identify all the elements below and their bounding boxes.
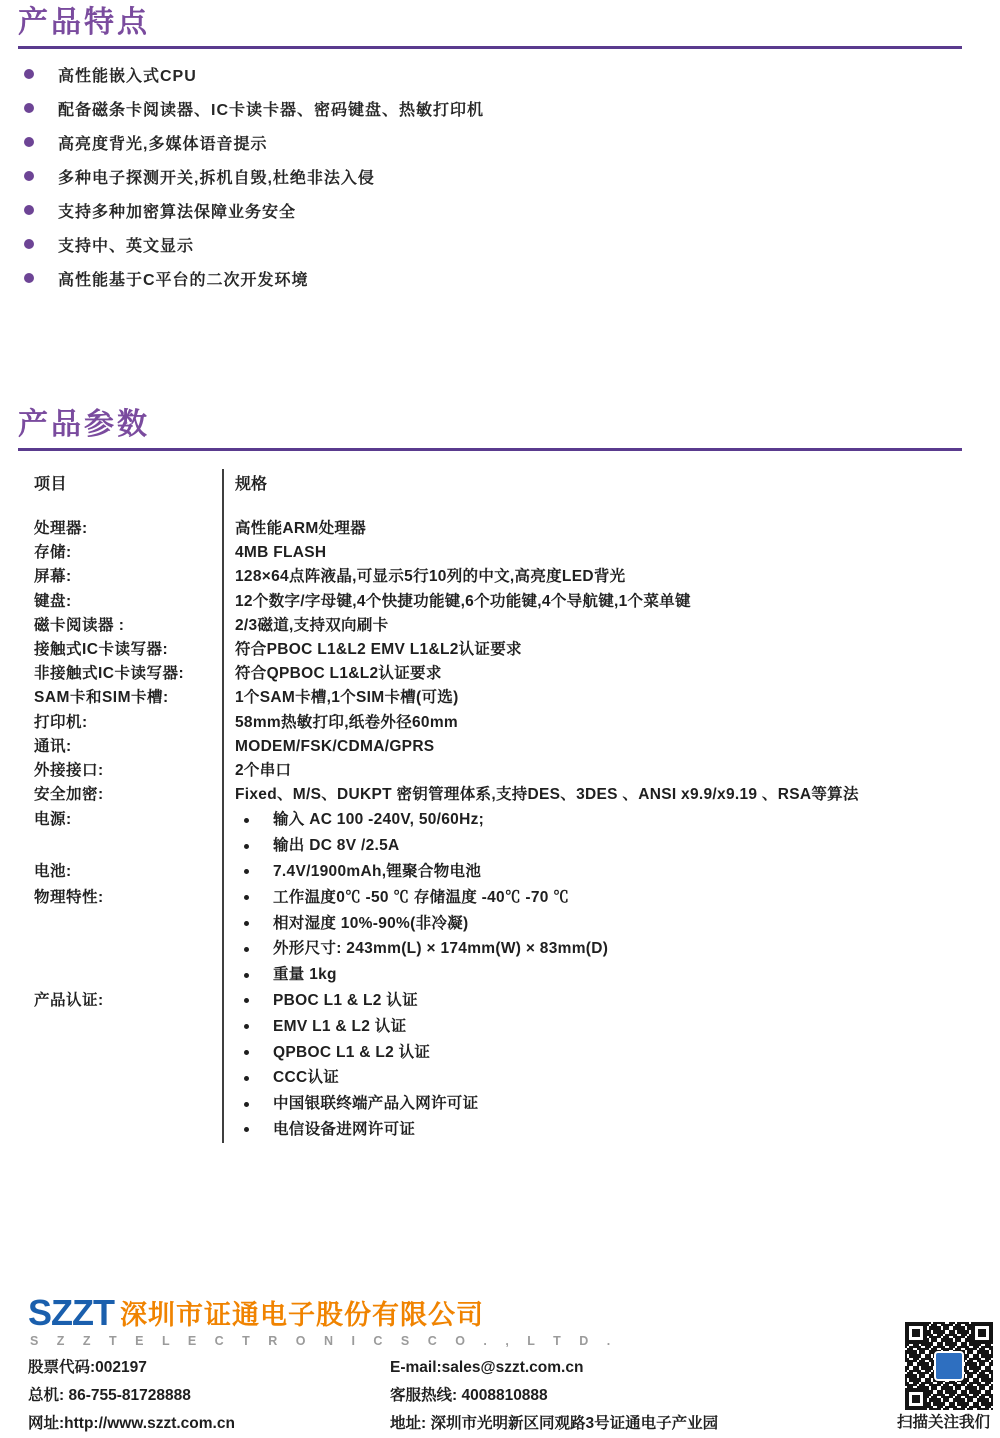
bullet-icon [244, 844, 249, 849]
feature-item [18, 193, 962, 227]
spec-value-cell [223, 565, 950, 589]
company-logo [28, 1292, 484, 1333]
spec-value-cell [223, 517, 950, 541]
spec-label: 安全加密: [34, 786, 104, 804]
spec-label: 接触式IC卡读写器: [34, 641, 169, 659]
spec-row [22, 590, 950, 614]
features-section [18, 6, 962, 295]
bullet-icon [244, 1102, 249, 1107]
spec-value-cell [223, 735, 950, 759]
spec-value: 输入 AC 100 -240V, 50/60Hz; [273, 811, 485, 829]
bullet-icon [24, 239, 34, 249]
feature-text: 配备磁条卡阅读器、IC卡读卡器、密码键盘、热敏打印机 [58, 101, 485, 119]
spec-value-cell [223, 807, 950, 859]
spec-bullet-line [235, 807, 950, 833]
spec-row [22, 662, 950, 686]
website-url: 网址:http://www.szzt.com.cn [28, 1415, 235, 1432]
features-title: 产品特点 [18, 6, 150, 39]
feature-text: 高性能嵌入式CPU [58, 67, 197, 85]
spec-value-cell [223, 662, 950, 686]
spec-bullet-line [235, 1014, 950, 1040]
feature-item [18, 125, 962, 159]
bullet-icon [24, 137, 34, 147]
bullet-icon [244, 973, 249, 978]
bullet-icon [244, 1024, 249, 1029]
bullet-icon [244, 818, 249, 823]
spec-value: 58mm热敏打印,纸卷外径60mm [235, 713, 459, 731]
footer [0, 1290, 1000, 1433]
spec-bullet-line [235, 1117, 950, 1143]
bullet-icon [244, 998, 249, 1003]
spec-header-row [22, 469, 950, 517]
spec-value: 4MB FLASH [235, 544, 327, 562]
bullet-icon [244, 947, 249, 952]
spec-row [22, 711, 950, 735]
spec-value: 2个串口 [235, 762, 292, 780]
feature-item [18, 261, 962, 295]
spec-bullet-line [235, 859, 950, 885]
spec-row [22, 638, 950, 662]
spec-label: 屏幕: [34, 568, 72, 586]
spec-header-spec: 规格 [223, 469, 950, 517]
qr-caption: 扫描关注我们 [897, 1414, 991, 1431]
spec-bullet-line [235, 911, 950, 937]
spec-value-cell [223, 638, 950, 662]
feature-item [18, 57, 962, 91]
spec-value: Fixed、M/S、DUKPT 密钥管理体系,支持DES、3DES 、ANSI x9.9/x9.19 、RSA等算法 [235, 786, 859, 804]
spec-value: 128×64点阵液晶,可显示5行10列的中文,高亮度LED背光 [235, 568, 626, 586]
spec-row [22, 517, 950, 541]
qr-finder-icon [905, 1322, 927, 1344]
spec-row [22, 885, 950, 988]
spec-value: PBOC L1 & L2 认证 [273, 992, 418, 1010]
spec-value-cell [223, 885, 950, 988]
spec-row [22, 735, 950, 759]
spec-value-cell [223, 686, 950, 710]
spec-label: 物理特性: [34, 888, 104, 906]
params-section [18, 408, 962, 1143]
bullet-icon [24, 205, 34, 215]
feature-text: 高亮度背光,多媒体语音提示 [58, 135, 268, 153]
logo-szzt-text: SZZT [28, 1292, 114, 1333]
spec-row [22, 783, 950, 807]
spec-value-cell [223, 711, 950, 735]
spec-label: 外接接口: [34, 762, 104, 780]
spec-value-cell [223, 759, 950, 783]
spec-value: 相对湿度 10%-90%(非冷凝) [273, 914, 469, 932]
spec-value-cell [223, 783, 950, 807]
spec-value-cell [223, 590, 950, 614]
contact-column-right [390, 1354, 718, 1438]
spec-row [22, 614, 950, 638]
spec-value: EMV L1 & L2 认证 [273, 1017, 407, 1035]
company-address: 地址: 深圳市光明新区同观路3号证通电子产业园 [390, 1415, 719, 1432]
features-rule [18, 46, 962, 49]
spec-label: 键盘: [34, 592, 72, 610]
spec-header-item: 项目 [34, 476, 68, 493]
spec-row [22, 859, 950, 885]
spec-value: 中国银联终端产品入网许可证 [273, 1095, 479, 1113]
spec-value-cell [223, 541, 950, 565]
spec-value: MODEM/FSK/CDMA/GPRS [235, 737, 435, 755]
feature-text: 支持多种加密算法保障业务安全 [58, 203, 297, 221]
spec-label: 打印机: [34, 713, 88, 731]
feature-item [18, 91, 962, 125]
spec-label: 磁卡阅读器 : [34, 616, 125, 634]
bullet-icon [244, 869, 249, 874]
spec-row [22, 541, 950, 565]
spec-bullet-line [235, 1065, 950, 1091]
qr-finder-icon [971, 1322, 993, 1344]
spec-label: SAM卡和SIM卡槽: [34, 689, 169, 707]
features-list [18, 57, 962, 295]
feature-item [18, 227, 962, 261]
bullet-icon [244, 921, 249, 926]
spec-value: 输出 DC 8V /2.5A [273, 837, 400, 855]
spec-value: 高性能ARM处理器 [235, 520, 366, 537]
feature-item [18, 159, 962, 193]
spec-table [22, 469, 950, 1143]
bullet-icon [24, 171, 34, 181]
spec-value: 工作温度0℃ -50 ℃ 存储温度 -40℃ -70 ℃ [273, 888, 570, 906]
spec-value: 符合QPBOC L1&L2认证要求 [235, 665, 442, 683]
spec-label: 非接触式IC卡读写器: [34, 665, 185, 683]
bullet-icon [24, 273, 34, 283]
spec-value: 符合PBOC L1&L2 EMV L1&L2认证要求 [235, 641, 522, 659]
email-address: E-mail:sales@szzt.com.cn [390, 1359, 584, 1376]
spec-value: 2/3磁道,支持双向刷卡 [235, 616, 389, 634]
spec-row [22, 686, 950, 710]
feature-text: 支持中、英文显示 [58, 237, 195, 255]
bullet-icon [244, 1127, 249, 1132]
logo-company-name-cn: 深圳市证通电子股份有限公司 [119, 1300, 484, 1330]
spec-value: 7.4V/1900mAh,锂聚合物电池 [273, 863, 482, 881]
qr-finder-icon [905, 1388, 927, 1410]
stock-code: 股票代码:002197 [28, 1359, 147, 1376]
spec-value-cell [223, 859, 950, 885]
spec-value: 1个SAM卡槽,1个SIM卡槽(可选) [235, 689, 459, 707]
spec-value: 重量 1kg [273, 966, 337, 984]
spec-row [22, 988, 950, 1143]
contact-block [28, 1354, 718, 1438]
feature-text: 高性能基于C平台的二次开发环境 [58, 271, 309, 289]
spec-bullet-line [235, 962, 950, 988]
spec-label: 电源: [34, 811, 72, 829]
spec-bullet-line [235, 1040, 950, 1066]
qr-code [905, 1322, 993, 1410]
spec-value-cell [223, 988, 950, 1143]
spec-label: 电池: [34, 863, 72, 881]
bullet-icon [244, 895, 249, 900]
qr-center-logo-icon [934, 1351, 964, 1381]
contact-column-left [28, 1354, 390, 1438]
spec-value: QPBOC L1 & L2 认证 [273, 1043, 431, 1061]
spec-value-cell [223, 614, 950, 638]
spec-label: 处理器: [34, 520, 88, 537]
spec-label: 通讯: [34, 737, 72, 755]
bullet-icon [244, 1076, 249, 1081]
phone-number: 总机: 86-755-81728888 [28, 1387, 191, 1404]
params-rule [18, 448, 962, 451]
spec-value: 电信设备进网许可证 [273, 1121, 416, 1138]
spec-bullet-line [235, 885, 950, 911]
feature-text: 多种电子探测开关,拆机自毁,杜绝非法入侵 [58, 169, 375, 187]
spec-bullet-line [235, 833, 950, 859]
spec-label: 产品认证: [34, 992, 104, 1010]
spec-row [22, 759, 950, 783]
spec-value: 外形尺寸: 243mm(L) × 174mm(W) × 83mm(D) [273, 940, 609, 958]
logo-company-name-en: S Z Z T E L E C T R O N I C S C O . , L T D . [30, 1334, 618, 1348]
params-title: 产品参数 [18, 408, 150, 441]
spec-bullet-line [235, 1091, 950, 1117]
spec-row [22, 565, 950, 589]
spec-label: 存储: [34, 544, 72, 562]
bullet-icon [24, 69, 34, 79]
bullet-icon [24, 103, 34, 113]
spec-value: 12个数字/字母键,4个快捷功能键,6个功能键,4个导航键,1个菜单键 [235, 592, 691, 610]
spec-row [22, 807, 950, 859]
spec-bullet-line [235, 988, 950, 1014]
bullet-icon [244, 1050, 249, 1055]
spec-bullet-line [235, 936, 950, 962]
spec-value: CCC认证 [273, 1069, 340, 1087]
service-hotline: 客服热线: 4008810888 [390, 1387, 548, 1404]
